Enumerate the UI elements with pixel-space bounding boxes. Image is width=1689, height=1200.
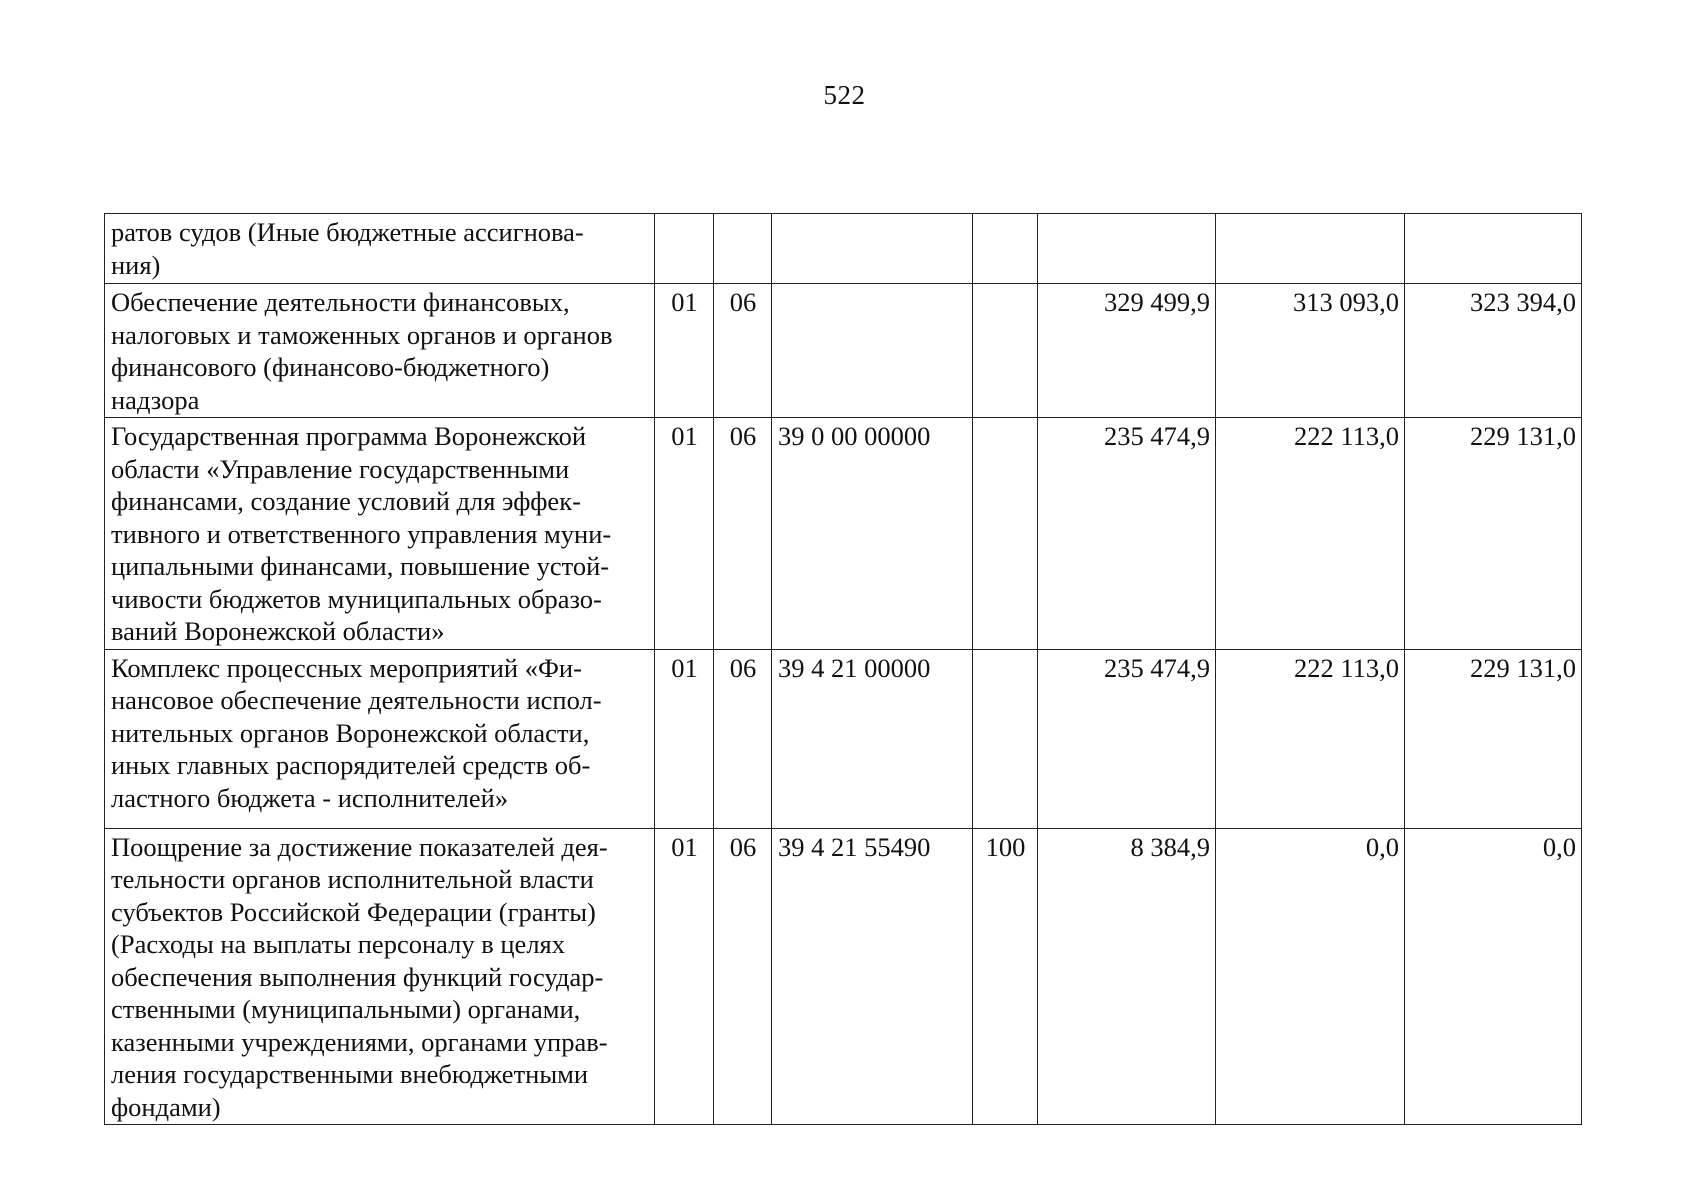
amount-year-1: 235 474,9 — [1038, 649, 1216, 828]
amount-year-2: 222 113,0 — [1216, 418, 1405, 650]
amount-year-2: 313 093,0 — [1216, 284, 1405, 418]
page-number: 522 — [823, 80, 866, 110]
description-line: иных главных распорядителей средств об- — [111, 750, 591, 780]
description-line: области «Управление государственными — [111, 453, 570, 484]
row-description — [105, 649, 655, 828]
amount-year-3: 229 131,0 — [1405, 649, 1582, 828]
description-line: субъектов Российской Федерации (гранты) — [111, 896, 596, 927]
amount-year-2: 222 113,0 — [1216, 649, 1405, 828]
description-line: обеспечения выполнения функций государ- — [111, 961, 604, 992]
description-line: тельности органов исполнительной власти — [111, 864, 594, 894]
description-line: казенными учреждениями, органами управ- — [111, 1026, 608, 1057]
description-line: ния) — [111, 249, 161, 280]
description-line: Государственная программа Воронежской — [111, 421, 587, 451]
description-line: нительных органов Воронежской области, — [111, 717, 590, 748]
target-article-code: 39 4 21 00000 — [772, 649, 973, 828]
amount-year-3 — [1405, 214, 1582, 284]
description-line: тивного и ответственного управления муни- — [111, 518, 612, 549]
description-line: ления государственными внебюджетными — [111, 1059, 589, 1089]
description-line: нансовое обеспечение деятельности испол- — [111, 685, 602, 715]
expense-type-code — [973, 284, 1038, 418]
amount-year-1 — [1038, 214, 1216, 284]
amount-year-3: 0,0 — [1405, 828, 1582, 1125]
amount-year-3: 323 394,0 — [1405, 284, 1582, 418]
amount-year-3: 229 131,0 — [1405, 418, 1582, 650]
section-code: 01 — [655, 284, 714, 418]
description-line: фондами) — [111, 1091, 221, 1122]
row-description — [105, 828, 655, 1125]
amount-year-1: 8 384,9 — [1038, 828, 1216, 1125]
subsection-code: 06 — [714, 284, 772, 418]
subsection-code: 06 — [714, 828, 772, 1125]
subsection-code: 06 — [714, 418, 772, 650]
expense-type-code — [973, 649, 1038, 828]
description-line: ственными (муниципальными) органами, — [111, 994, 581, 1024]
budget-table-body — [105, 214, 1582, 1125]
description-line: Комплекс процессных мероприятий «Фи- — [111, 652, 582, 683]
amount-year-2 — [1216, 214, 1405, 284]
description-line: Обеспечение деятельности финансовых, — [111, 287, 570, 317]
section-code — [655, 214, 714, 284]
description-line: (Расходы на выплаты персоналу в целях — [111, 929, 565, 959]
target-article-code — [772, 284, 973, 418]
section-code: 01 — [655, 828, 714, 1125]
amount-year-1: 329 499,9 — [1038, 284, 1216, 418]
target-article-code — [772, 214, 973, 284]
description-line: ратов судов (Иные бюджетные ассигнова- — [111, 217, 584, 247]
description-line: надзора — [111, 384, 200, 415]
table-row — [105, 649, 1582, 828]
description-line: налоговых и таможенных органов и органов — [111, 319, 613, 350]
description-line: чивости бюджетов муниципальных образо- — [111, 583, 602, 614]
row-description — [105, 418, 655, 650]
amount-year-2: 0,0 — [1216, 828, 1405, 1125]
section-code: 01 — [655, 418, 714, 650]
description-line: ваний Воронежской области» — [111, 616, 445, 646]
description-line: финансами, создание условий для эффек- — [111, 486, 581, 516]
table-row — [105, 828, 1582, 1125]
subsection-code: 06 — [714, 649, 772, 828]
amount-year-1: 235 474,9 — [1038, 418, 1216, 650]
table-row — [105, 214, 1582, 284]
table-row — [105, 284, 1582, 418]
description-line: ластного бюджета - исполнителей» — [111, 782, 509, 813]
description-line: финансового (финансово-бюджетного) — [111, 352, 550, 382]
expense-type-code — [973, 418, 1038, 650]
expense-type-code — [973, 214, 1038, 284]
description-line: Поощрение за достижение показателей дея- — [111, 831, 608, 862]
section-code: 01 — [655, 649, 714, 828]
expense-type-code: 100 — [973, 828, 1038, 1125]
description-line: ципальными финансами, повышение устой- — [111, 551, 610, 581]
table-row — [105, 418, 1582, 650]
row-description — [105, 214, 655, 284]
subsection-code — [714, 214, 772, 284]
target-article-code: 39 0 00 00000 — [772, 418, 973, 650]
budget-table — [104, 213, 1582, 1125]
target-article-code: 39 4 21 55490 — [772, 828, 973, 1125]
row-description — [105, 284, 655, 418]
